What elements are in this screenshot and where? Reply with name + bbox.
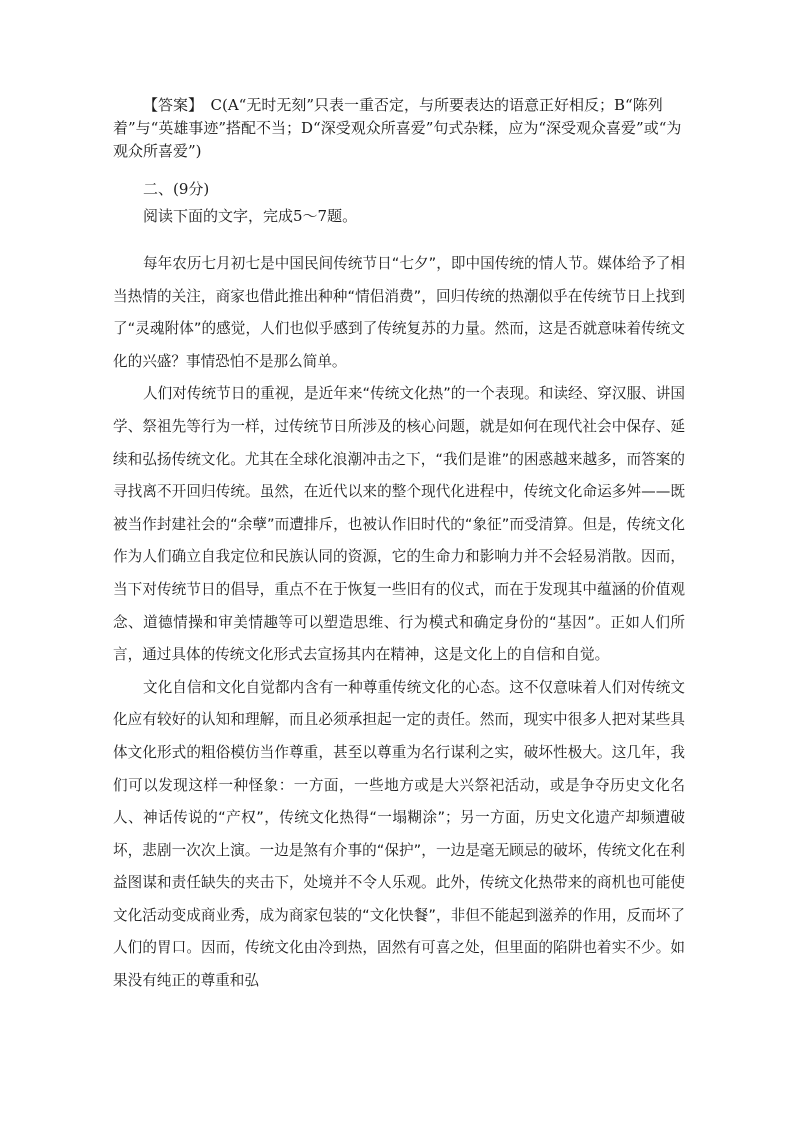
section-title: 二、(9分) xyxy=(143,180,210,198)
section-instruction: 阅读下面的文字，完成5～7题。 xyxy=(143,207,358,225)
passage-paragraph-3: 文化自信和文化自觉都内含有一种尊重传统文化的心态。这不仅意味着人们对传统文化应有较好的认知和理解，而且必须承担起一定的责任。然而，现实中很多人把对某些具体文化形式的粗俗模仿当作尊重，甚至以尊重为名行谋利之实，破坏性极大。这几年，我们可以发现这样一种怪象：一方面，一些地方或是大兴祭祀活动，或是争夺历史文化名人、神话传说的“产权”，传统文化热得“一塌糊涂”；另一方面，历史文化遗产却频遭破坏，悲剧一次次上演。一边是煞有介事的“保护”，一边是毫无顾忌的破坏，传统文化在利益图谋和责任缺失的夹击下，处境并不令人乐观。此外，传统文化热带来的商机也可能使文化活动变成商业秀，成为商家包装的“文化快餐”，非但不能起到滋养的作用，反而坏了人们的胃口。因而，传统文化由冷到热，固然有可喜之处，但里面的陷阱也着实不少。如果没有纯正的尊重和弘 xyxy=(113,678,685,990)
answer-block xyxy=(113,94,693,163)
answer-paragraph xyxy=(113,94,693,163)
reading-passage xyxy=(113,248,685,998)
passage-paragraph-2: 人们对传统节日的重视，是近年来“传统文化热”的一个表现。和读经、穿汉服、讲国学、祭祖先等行为一样，过传统节日所涉及的核心问题，就是如何在现代社会中保存、延续和弘扬传统文化。尤其在全球化浪潮冲击之下，“我们是谁”的困惑越来越多，而答案的寻找离不开回归传统。虽然，在近代以来的整个现代化进程中，传统文化命运多舛——既被当作封建社会的“余孽”而遭排斥，也被认作旧时代的“象征”而受清算。但是，传统文化作为人们确立自我定位和民族认同的资源，它的生命力和影响力并不会轻易消散。因而，当下对传统节日的倡导，重点不在于恢复一些旧有的仪式，而在于发现其中蕴涵的价值观念、道德情操和审美情趣等可以塑造思维、行为模式和确定身份的“基因”。正如人们所言，通过具体的传统文化形式去宣扬其内在精神，这是文化上的自信和自觉。 xyxy=(113,385,685,664)
answer-text: C(A“无时无刻”只表一重否定，与所要表达的语意正好相反；B“陈列着”与“英雄事迹”搭配不当；D“深受观众所喜爱”句式杂糅，应为“深受观众喜爱”或“为观众所喜爱”) xyxy=(113,96,682,160)
answer-tag: 【答案】 xyxy=(143,96,196,114)
passage-paragraph-1: 每年农历七月初七是中国民间传统节日“七夕”，即中国传统的情人节。媒体给予了相当热情的关注，商家也借此推出种种“情侣消费”，回归传统的热潮似乎在传统节日上找到了“灵魂附体”的感觉，人们也似乎感到了传统复苏的力量。然而，这是否就意味着传统文化的兴盛？事情恐怕不是那么简单。 xyxy=(113,255,685,370)
